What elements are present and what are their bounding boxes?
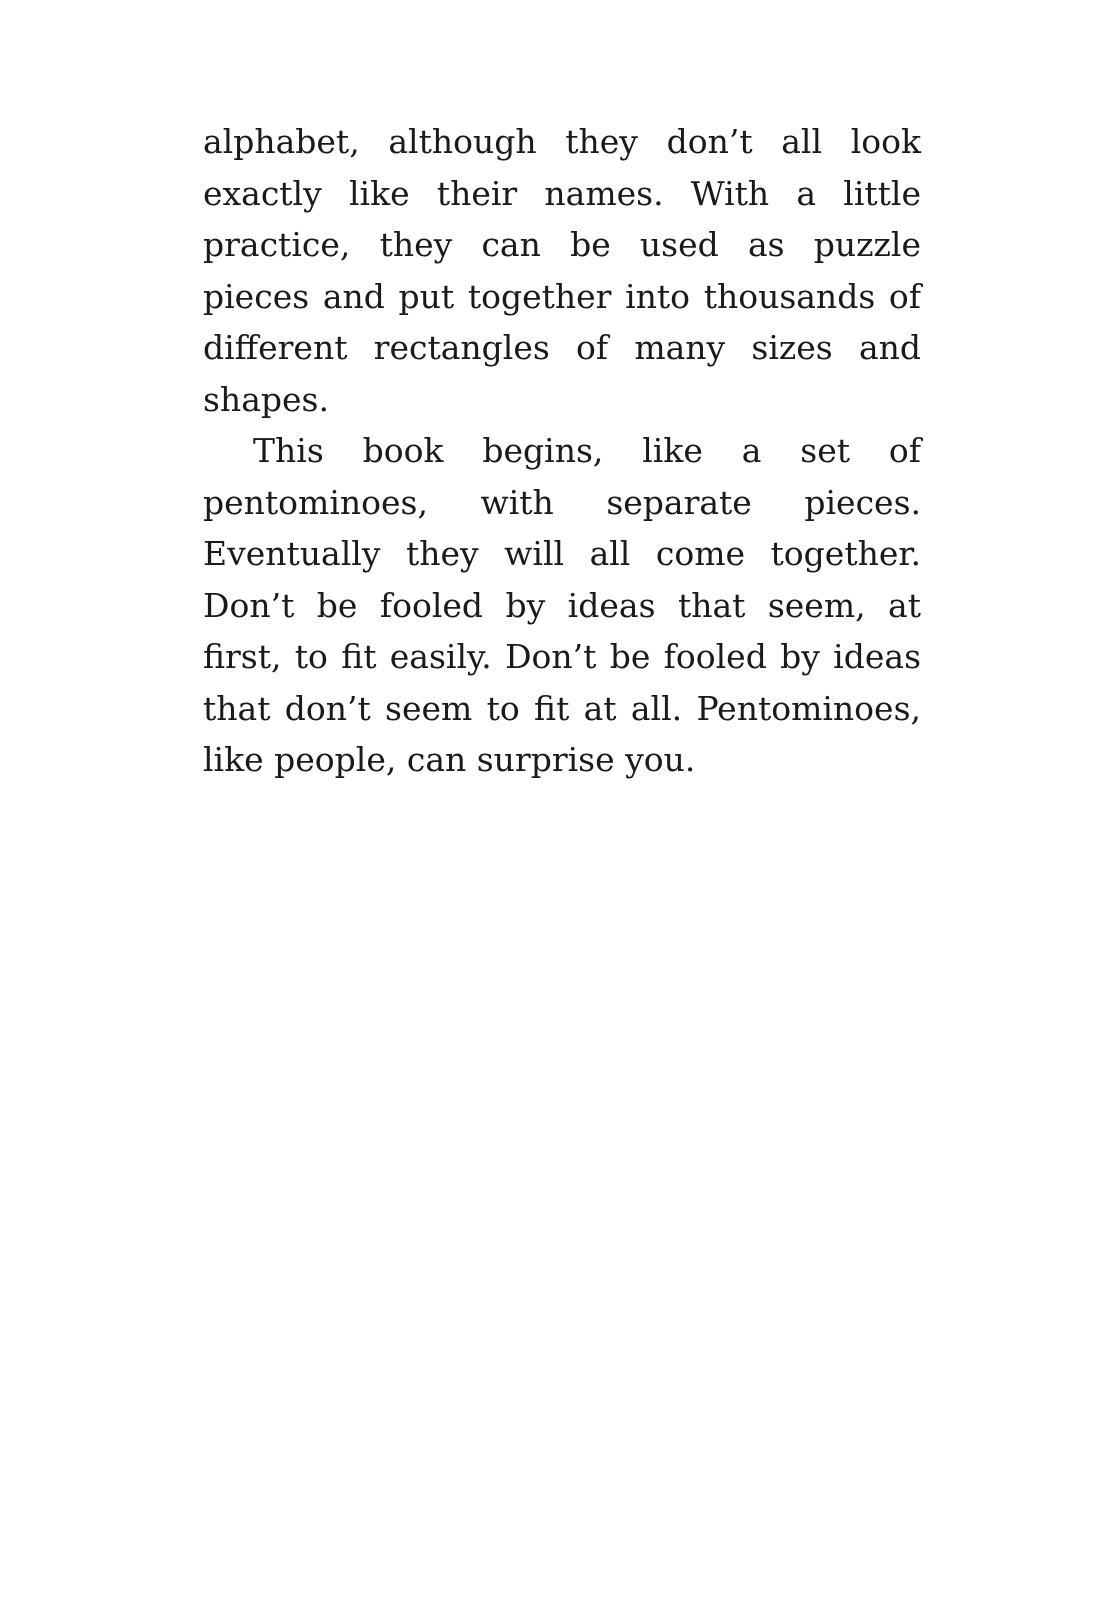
paragraph-pentominoes: This book begins, like a set of pentominoes, with separate pieces. Eventually they will all come together. Don’t be fooled by ideas that seem, at first, to fit easily. Don’t be fooled by ideas that don’t seem to fit at all. Pentominoes, like people, can surprise you. bbox=[203, 431, 921, 779]
body-text bbox=[203, 116, 921, 786]
paragraph-continued: alphabet, although they don’t all look exactly like their names. With a little practice, they can be used as puzzle pieces and put together into thousands of different rectangles of many sizes and shapes. bbox=[203, 122, 921, 419]
